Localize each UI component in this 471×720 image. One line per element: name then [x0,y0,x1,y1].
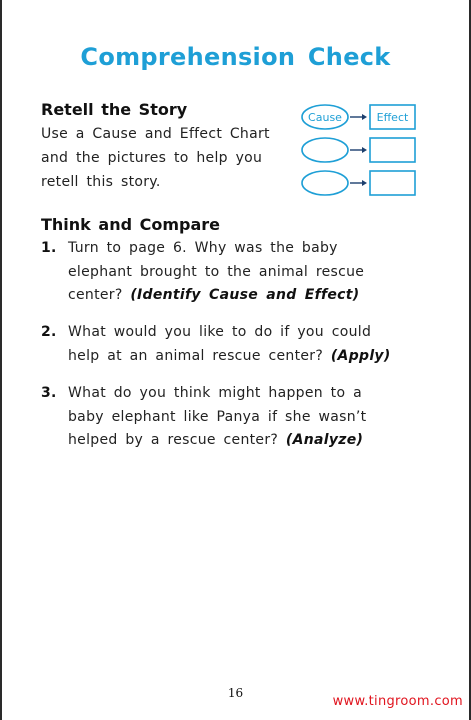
effect-label: Effect [376,111,409,124]
question-number: 2. [41,324,57,340]
question-text: What would you like to do if you could help at an animal rescue center? (Apply) [68,324,391,364]
question-number: 3. [41,385,57,401]
retell-line: and the pictures to help you [41,150,263,166]
page-edge-left [0,0,2,720]
effect-box [370,171,415,195]
watermark-link[interactable]: www.tingroom.com [332,694,463,709]
cause-oval [302,171,348,195]
question-text: What do you think might happen to a baby elephant like Panya if she wasn’t helped by a rescue center? (Analyze) [68,385,367,448]
arrow-icon [362,147,367,153]
arrow-icon [362,180,367,186]
page-title: Comprehension Check [80,43,391,71]
retell-heading: Retell the Story [41,100,188,119]
think-heading: Think and Compare [41,215,220,234]
arrow-icon [362,114,367,120]
question-skill-tag: (Analyze) [285,432,364,448]
question-1 [41,237,401,308]
question-3 [41,382,401,453]
effect-box [370,138,415,162]
question-skill-tag: (Identify Cause and Effect) [130,287,360,303]
cause-label: Cause [308,111,342,124]
page-number: 16 [227,686,244,700]
cause-effect-chart [296,100,420,200]
retell-body [41,122,291,194]
cause-oval [302,138,348,162]
question-text: Turn to page 6. Why was the baby elephant brought to the animal rescue center? (Identify Cause and Effect) [68,240,365,303]
retell-line: Use a Cause and Effect Chart [41,126,270,142]
question-number: 1. [41,240,57,256]
question-skill-tag: (Apply) [330,347,391,364]
retell-line: retell this story. [41,174,161,190]
question-2 [41,321,401,368]
